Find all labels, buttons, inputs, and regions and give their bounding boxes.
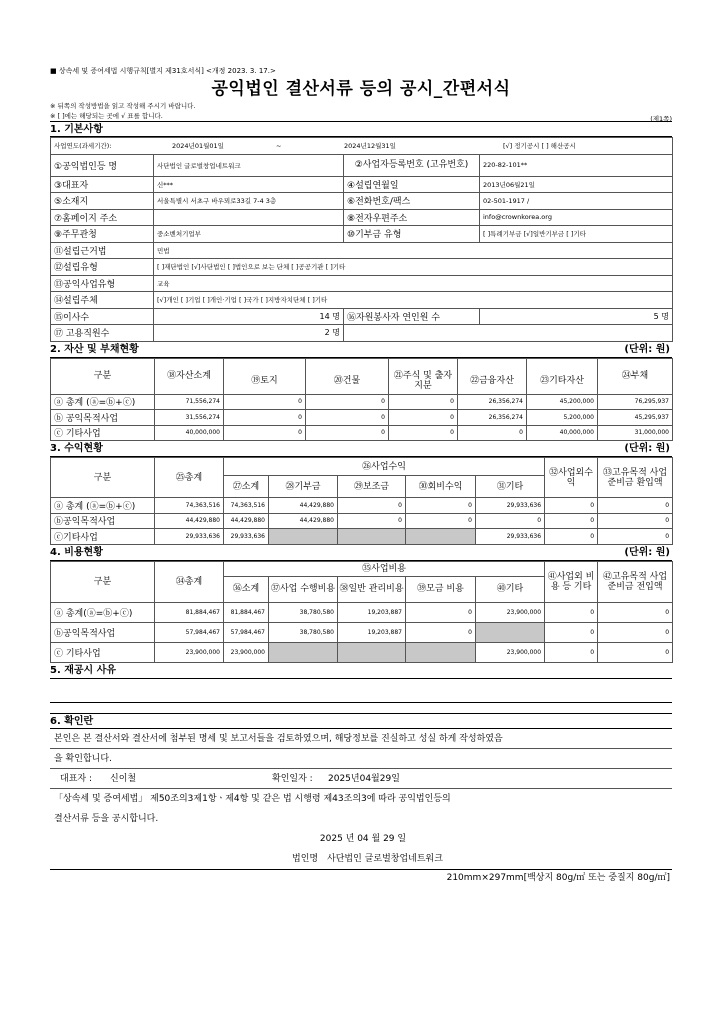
table-row: [51, 642, 673, 662]
cell: 0: [306, 394, 389, 410]
basic-row: [51, 242, 673, 259]
cell: 0: [458, 425, 527, 441]
col-header: ㊱소계: [224, 576, 269, 602]
field-value: 서울특별시 서초구 바우뫼로33길 7-4 3층: [154, 193, 344, 210]
cell: 31,000,000: [598, 425, 673, 441]
revenue-header-top: [51, 458, 673, 476]
field-label: ⑬공익사업유형: [51, 275, 154, 292]
cell: 5,200,000: [527, 410, 598, 426]
header-spacer: [527, 358, 598, 368]
field-label: ⑩기부금 유형: [344, 226, 480, 243]
note-checkbox: [50, 111, 672, 121]
note-1: ※ 뒤쪽의 작성방법을 읽고 작성해 주시기 바랍니다.: [50, 102, 196, 110]
header-spacer: [224, 358, 306, 368]
paper-spec: 210mm×297mm[백상지 80g/㎡ 또는 중질지 80g/㎡]: [446, 872, 670, 883]
col-header: 구분: [51, 561, 155, 602]
cell: 0: [306, 410, 389, 426]
cell: 0: [389, 394, 458, 410]
empty-cell: [344, 325, 673, 342]
disabled-cell: [406, 529, 476, 545]
section-basic-title: 1. 기본사항: [50, 121, 672, 137]
cell: 19,203,887: [338, 622, 406, 642]
cell: 23,900,000: [476, 602, 545, 622]
cell: 0: [598, 513, 673, 529]
basic-info-table: [50, 137, 673, 342]
section-assets-title: [50, 342, 672, 358]
cell: 0: [598, 498, 673, 514]
cell: 74,363,516: [155, 498, 224, 514]
cell: 0: [545, 498, 598, 514]
col-header: ㊵기타: [476, 576, 545, 602]
unit-label: (단위: 원): [624, 343, 670, 355]
basic-row: [51, 209, 673, 226]
field-label: ⑯자원봉사자 연인원 수: [344, 308, 480, 325]
fiscal-tilde: ~: [276, 142, 282, 151]
row-label: ⓒ 기타사업: [51, 642, 155, 662]
cell: 29,933,636: [476, 529, 545, 545]
col-header: ㊷고유목적 사업준비금 전입액: [598, 561, 673, 602]
fiscal-start: 2024년01월01일: [172, 142, 224, 151]
corporation-line: [50, 849, 672, 869]
fiscal-row: [51, 138, 673, 155]
basic-row: [51, 292, 673, 309]
basic-row: [51, 325, 673, 342]
col-header: ㉝고유목적 사업준비금 환입액: [598, 458, 673, 498]
form-title: 공익법인 결산서류 등의 공시_간편서식: [211, 79, 511, 99]
cell: 29,933,636: [476, 498, 545, 514]
col-header: ㉕총계: [155, 458, 224, 498]
col-header: ㉓기타자산: [527, 368, 598, 394]
field-label: ⑪설립근거법: [51, 242, 154, 259]
cell: 0: [406, 622, 476, 642]
row-label: ⓐ 총계(ⓐ=ⓑ+ⓒ): [51, 602, 155, 622]
field-value: [√]개인 [ ]기업 [ ]개인·기업 [ ]국가 [ ]지방자치단체 [ ]기타: [154, 292, 673, 309]
basic-row: [51, 176, 673, 193]
cell: 26,356,274: [458, 410, 527, 426]
fiscal-cell: [51, 138, 673, 155]
table-row: [51, 498, 673, 514]
field-value: 신***: [154, 176, 344, 193]
section-expense-label: 4. 비용현황: [50, 546, 103, 558]
rep-name: 신이철: [110, 773, 137, 784]
field-label: ③대표자: [51, 176, 154, 193]
field-value: 2 명: [154, 325, 344, 342]
assets-header-top: [51, 358, 673, 368]
cell: 40,000,000: [155, 425, 224, 441]
section-redisclosure-title: 5. 재공시 사유: [50, 663, 672, 679]
row-label: ⓒ 기타사업: [51, 425, 155, 441]
disabled-cell: [269, 529, 338, 545]
cell: 0: [476, 513, 545, 529]
table-row: [51, 394, 673, 410]
cell: 38,780,580: [269, 622, 338, 642]
col-header: ㉖사업수익: [224, 458, 545, 476]
field-label: ⑤소재지: [51, 193, 154, 210]
fiscal-label: 사업연도(과세기간):: [54, 142, 112, 151]
table-row: [51, 602, 673, 622]
field-label: ⑫설립유형: [51, 259, 154, 276]
section-expense-title: [50, 545, 672, 561]
col-header: ㊶사업외 비용 등 기타: [545, 561, 598, 602]
confirmation-section: [50, 713, 672, 869]
table-row: [51, 529, 673, 545]
col-header: ㉑주식 및 출자지분: [389, 368, 458, 394]
cell: 0: [545, 529, 598, 545]
cell: 19,203,887: [338, 602, 406, 622]
expense-header-top: [51, 561, 673, 576]
cell: 45,295,937: [598, 410, 673, 426]
cell: 0: [598, 529, 673, 545]
cell: 44,429,880: [269, 498, 338, 514]
assets-table: [50, 358, 673, 442]
cell: 0: [406, 498, 476, 514]
basic-row: [51, 308, 673, 325]
field-value: 5 명: [480, 308, 673, 325]
row-label: ⓑ공익목적사업: [51, 513, 155, 529]
field-label: ⑥전화번호/팩스: [344, 193, 480, 210]
cell: 0: [406, 513, 476, 529]
cell: 0: [545, 602, 598, 622]
col-header: ㉚회비수익: [406, 476, 476, 498]
cell: 44,429,880: [224, 513, 269, 529]
field-label: ⑦홈페이지 주소: [51, 209, 154, 226]
col-header: ⑳건물: [306, 368, 389, 394]
note-2: ※ [ ]에는 해당되는 곳에 √ 표를 합니다.: [50, 112, 163, 120]
col-header: ㊲사업 수행비용: [269, 576, 338, 602]
cell: 23,900,000: [224, 642, 269, 662]
confirm-date-label: 확인일자 :: [272, 773, 313, 784]
basic-row: [51, 154, 673, 176]
col-header: ㉒금융자산: [458, 368, 527, 394]
disclosure-type: [√] 정기공시 [ ] 해산공시: [503, 142, 576, 151]
field-label: ①공익법인등 명: [51, 154, 154, 176]
col-header: ㊴모금 비용: [406, 576, 476, 602]
row-label: ⓐ 총계 (ⓐ=ⓑ+ⓒ): [51, 394, 155, 410]
table-row: [51, 513, 673, 529]
basic-row: [51, 193, 673, 210]
confirm-text-2: 을 확인합니다.: [50, 749, 672, 769]
table-row: [51, 622, 673, 642]
cell: 26,356,274: [458, 394, 527, 410]
cell: 29,933,636: [224, 529, 269, 545]
disclosure-date: 2025 년 04 월 29 일: [319, 833, 407, 844]
section-assets-label: 2. 자산 및 부채현황: [50, 343, 139, 355]
field-label: ⑨주무관청: [51, 226, 154, 243]
col-header: 구분: [51, 458, 155, 498]
field-value: [ ]특례기부금 [√]일반기부금 [ ]기타: [480, 226, 673, 243]
col-header: ㉟사업비용: [224, 561, 545, 576]
field-value: 220-82-101**: [480, 154, 673, 176]
basic-row: [51, 275, 673, 292]
corp-name: 사단법인 글로벌창업네트워크: [327, 853, 443, 864]
redisclosure-box: [50, 679, 672, 703]
confirm-date: 2025년04월29일: [328, 773, 400, 784]
row-label: ⓒ기타사업: [51, 529, 155, 545]
field-value: info@crownkorea.org: [480, 209, 673, 226]
cell: 0: [224, 394, 306, 410]
field-label: ④설립연월일: [344, 176, 480, 193]
col-header: ㉔부채: [598, 358, 673, 394]
col-header: ㉛기타: [476, 476, 545, 498]
field-value: 14 명: [154, 308, 344, 325]
cell: 0: [338, 513, 406, 529]
cell: 44,429,880: [269, 513, 338, 529]
footer: [50, 869, 672, 887]
cell: 81,884,467: [224, 602, 269, 622]
table-row: [51, 410, 673, 426]
cell: 29,933,636: [155, 529, 224, 545]
cell: 0: [545, 513, 598, 529]
law-text-2: 결산서류 등을 공시합니다.: [54, 813, 159, 824]
unit-label: (단위: 원): [624, 546, 670, 558]
field-label: ②사업자등록번호 (고유번호): [344, 154, 480, 176]
field-value: 교육: [154, 275, 673, 292]
cell: 57,984,467: [224, 622, 269, 642]
rep-label: 대표자 :: [60, 773, 92, 784]
table-row: [51, 425, 673, 441]
cell: 44,429,880: [155, 513, 224, 529]
fiscal-end: 2024년12월31일: [344, 142, 396, 151]
cell: 0: [598, 642, 673, 662]
cell: 0: [545, 642, 598, 662]
col-header: 구분: [51, 358, 155, 394]
expense-table: [50, 561, 673, 663]
cell: 23,900,000: [155, 642, 224, 662]
cell: 0: [598, 602, 673, 622]
header-spacer: [306, 358, 389, 368]
cell: 40,000,000: [527, 425, 598, 441]
disabled-cell: [406, 642, 476, 662]
cell: 38,780,580: [269, 602, 338, 622]
row-label: ⓐ 총계 (ⓐ=ⓑ+ⓒ): [51, 498, 155, 514]
col-header: ⑱자산소계: [155, 358, 224, 394]
form-page-number: (제1쪽): [650, 115, 672, 123]
col-header: ㉜사업외수익: [545, 458, 598, 498]
row-label: ⓑ 공익목적사업: [51, 410, 155, 426]
cell: 74,363,516: [224, 498, 269, 514]
cell: 0: [389, 425, 458, 441]
cell: 0: [224, 410, 306, 426]
cell: 0: [389, 410, 458, 426]
col-header: ㉞총계: [155, 561, 224, 602]
signature-line: [50, 769, 672, 789]
field-value: 02-501-1917 /: [480, 193, 673, 210]
field-value: 사단법인 글로벌창업네트워크: [154, 154, 344, 176]
cell: 0: [338, 498, 406, 514]
section-revenue-label: 3. 수익현황: [50, 443, 103, 454]
col-header: ㉗소계: [224, 476, 269, 498]
header-spacer: [458, 358, 527, 368]
disabled-cell: [338, 529, 406, 545]
unit-label: (단위: 원): [624, 443, 670, 454]
disabled-cell: [476, 622, 545, 642]
cell: 71,556,274: [155, 394, 224, 410]
field-label: ⑭설립주체: [51, 292, 154, 309]
cell: 0: [406, 602, 476, 622]
header-spacer: [389, 358, 458, 368]
revenue-table: [50, 457, 673, 545]
disclosure-form: [50, 66, 672, 887]
section-revenue-title: [50, 441, 672, 457]
corp-label: 법인명: [292, 853, 319, 864]
section-confirm-title: 6. 확인란: [50, 713, 672, 729]
field-label: ⑧전자우편주소: [344, 209, 480, 226]
field-label: ⑰ 고용직원수: [51, 325, 154, 342]
cell: 0: [598, 622, 673, 642]
field-value: 2013년06월21일: [480, 176, 673, 193]
confirm-text-1: 본인은 본 결산서와 결산서에 첨부된 명세 및 보고서들을 검토하였으며, 해당정보를 진실하고 성실 하게 작성하였음: [50, 729, 672, 749]
cell: 31,556,274: [155, 410, 224, 426]
field-value: 민법: [154, 242, 673, 259]
disabled-cell: [338, 642, 406, 662]
basic-row: [51, 226, 673, 243]
cell: 57,984,467: [155, 622, 224, 642]
cell: 81,884,467: [155, 602, 224, 622]
cell: 76,295,937: [598, 394, 673, 410]
cell: 0: [306, 425, 389, 441]
note-instructions: [50, 101, 672, 111]
cell: 0: [545, 622, 598, 642]
col-header: ㊳일반 관리비용: [338, 576, 406, 602]
col-header: ㉘기부금: [269, 476, 338, 498]
field-label: ⑮이사수: [51, 308, 154, 325]
basic-row: [51, 259, 673, 276]
col-header: ⑲토지: [224, 368, 306, 394]
law-text-1: 「상속세 및 증여세법」 제50조의3제1항ㆍ제4항 및 같은 법 시행령 제43조의3에 따라 공익법인등의: [54, 793, 451, 804]
field-value: [154, 209, 344, 226]
cell: 0: [224, 425, 306, 441]
field-value: 중소벤처기업부: [154, 226, 344, 243]
field-value: [ ]재단법인 [√]사단법인 [ ]법인으로 보는 단체 [ ]공공기관 [ ]기타: [154, 259, 673, 276]
cell: 23,900,000: [476, 642, 545, 662]
cell: 45,200,000: [527, 394, 598, 410]
law-reference: ■ 상속세 및 증여세법 시행규칙[별지 제31호서식] <개정 2023. 3. 17.>: [50, 67, 276, 75]
row-label: ⓑ공익목적사업: [51, 622, 155, 642]
disabled-cell: [269, 642, 338, 662]
col-header: ㉙보조금: [338, 476, 406, 498]
